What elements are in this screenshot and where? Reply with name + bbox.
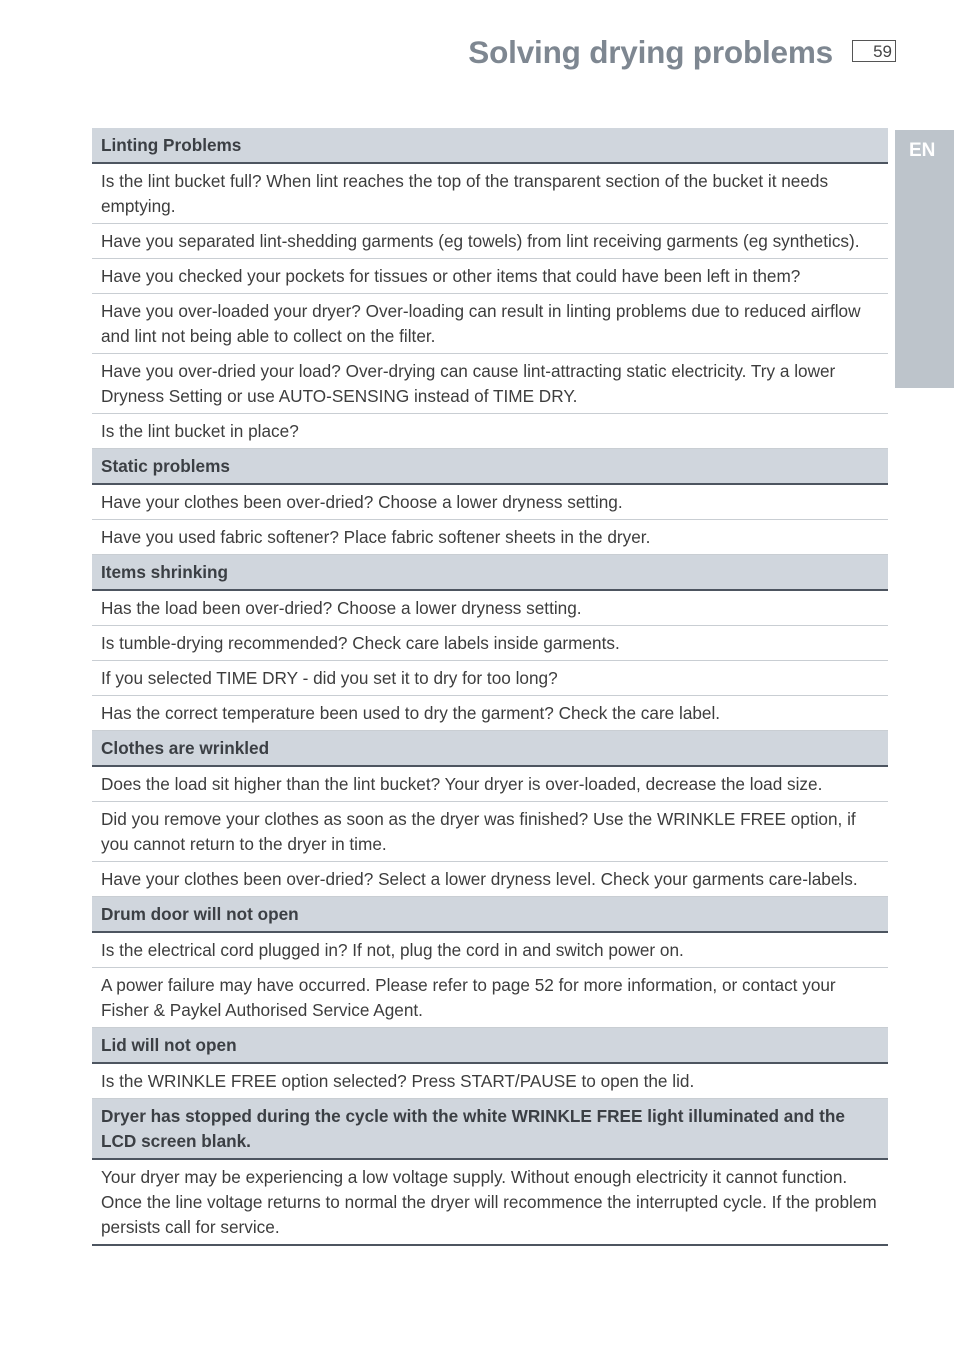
section-heading: Static problems [92,449,888,485]
table-row: Have you over-loaded your dryer? Over-loading can result in linting problems due to reduced airflow and lint not being able to collect on the filter. [92,294,888,354]
section-heading: Items shrinking [92,555,888,591]
table-row: Have your clothes been over-dried? Select a lower dryness level. Check your garments care-labels. [92,862,888,897]
table-row: Have you over-dried your load? Over-drying can cause lint-attracting static electricity. Try a lower Dryness Setting or use AUTO-SENSING instead of TIME DRY. [92,354,888,414]
page-number: 59 [852,40,896,62]
table-row: Is the electrical cord plugged in? If not, plug the cord in and switch power on. [92,933,888,968]
table-row: Your dryer may be experiencing a low voltage supply. Without enough electricity it cannot function. Once the line voltage returns to normal the dryer will recommence the interrupted cycle. If the problem persists call for service. [92,1160,888,1246]
section-heading: Linting Problems [92,128,888,164]
language-tab [895,130,954,388]
section-heading: Drum door will not open [92,897,888,933]
section-heading: Dryer has stopped during the cycle with the white WRINKLE FREE light illuminated and the LCD screen blank. [92,1099,888,1160]
section-heading: Clothes are wrinkled [92,731,888,767]
table-row: Have you used fabric softener? Place fabric softener sheets in the dryer. [92,520,888,555]
table-row: Did you remove your clothes as soon as the dryer was finished? Use the WRINKLE FREE option, if you cannot return to the dryer in time. [92,802,888,862]
table-row: Is tumble-drying recommended? Check care labels inside garments. [92,626,888,661]
table-row: If you selected TIME DRY - did you set it to dry for too long? [92,661,888,696]
language-tab-label: EN [909,140,936,161]
table-row: Is the WRINKLE FREE option selected? Press START/PAUSE to open the lid. [92,1064,888,1099]
table-row: Is the lint bucket in place? [92,414,888,449]
page-header [468,30,896,80]
section-heading: Lid will not open [92,1028,888,1064]
table-row: Have your clothes been over-dried? Choose a lower dryness setting. [92,485,888,520]
troubleshooting-table [92,128,888,1246]
table-row: Has the load been over-dried? Choose a lower dryness setting. [92,591,888,626]
table-row: Does the load sit higher than the lint bucket? Your dryer is over-loaded, decrease the load size. [92,767,888,802]
table-row: Have you checked your pockets for tissues or other items that could have been left in them? [92,259,888,294]
table-row: Have you separated lint-shedding garments (eg towels) from lint receiving garments (eg synthetics). [92,224,888,259]
table-row: Is the lint bucket full? When lint reaches the top of the transparent section of the bucket it needs emptying. [92,164,888,224]
table-row: A power failure may have occurred. Please refer to page 52 for more information, or contact your Fisher & Paykel Authorised Service Agent. [92,968,888,1028]
table-row: Has the correct temperature been used to dry the garment? Check the care label. [92,696,888,731]
page-title: Solving drying problems [468,34,833,70]
